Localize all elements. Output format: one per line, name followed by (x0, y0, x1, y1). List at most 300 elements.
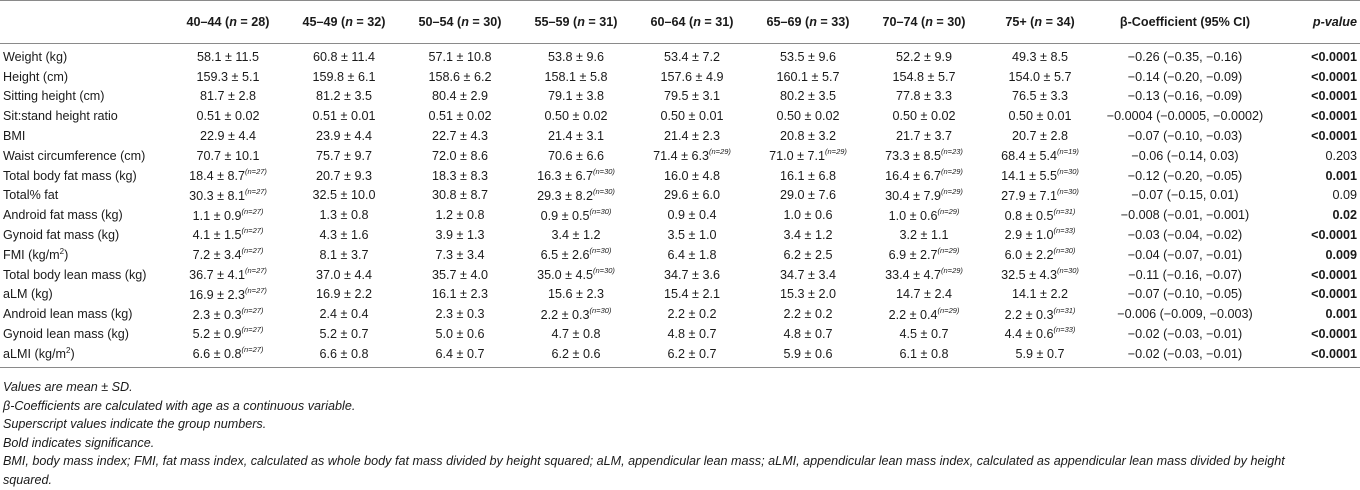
table-row (0, 87, 1360, 107)
value-cell (866, 146, 982, 166)
mean-sd: 81.2 ± 3.5 (316, 89, 372, 104)
age-range: 65–69 (766, 15, 802, 29)
mean-sd: 6.2 ± 0.7 (667, 346, 717, 361)
age-range: 40–44 (186, 15, 222, 29)
group-n-superscript: (n=29) (941, 266, 963, 276)
value-cell (634, 304, 750, 324)
mean-sd: 4.8 ± 0.7 (783, 327, 833, 342)
variable-label: Total% fat (3, 188, 59, 203)
beta-coefficient: −0.07 (−0.15, 0.01) (1131, 188, 1239, 203)
group-n-superscript: (n=30) (1057, 186, 1079, 196)
mean-sd: 21.7 ± 3.7 (896, 129, 952, 144)
value-cell (982, 44, 1098, 67)
mean-sd: 1.2 ± 0.8 (435, 208, 485, 223)
p-value: <0.0001 (1311, 267, 1357, 282)
mean-sd: 79.5 ± 3.1 (664, 89, 720, 104)
pvalue-label: p-value (1312, 15, 1357, 29)
mean-sd: 14.7 ± 2.4 (896, 287, 952, 302)
value-cell (402, 87, 518, 107)
value-cell (170, 265, 286, 285)
p-value: <0.0001 (1311, 228, 1357, 243)
value-cell (402, 126, 518, 146)
value-cell (750, 87, 866, 107)
footnote-line: Superscript values indicate the group numbers. (3, 417, 267, 432)
value-cell (866, 285, 982, 305)
mean-sd: 0.50 ± 0.01 (1008, 109, 1072, 124)
mean-sd: 70.7 ± 10.1 (196, 148, 260, 163)
mean-sd: 0.50 ± 0.02 (544, 109, 608, 124)
mean-sd: 16.9 ± 2.2 (316, 287, 372, 302)
value-cell (634, 44, 750, 67)
footnote-line: Bold indicates significance. (3, 435, 155, 450)
group-n-superscript: (n=27) (241, 226, 264, 236)
value-cell (982, 146, 1098, 166)
header-row (0, 1, 1360, 44)
value-cell (750, 245, 866, 265)
mean-sd: 57.1 ± 10.8 (428, 49, 492, 64)
table-row (0, 146, 1360, 166)
value-cell (750, 106, 866, 126)
beta-coefficient: −0.26 (−0.35, −0.16) (1127, 49, 1243, 64)
variable-label: Sitting height (cm) (3, 89, 105, 104)
value-cell (750, 44, 866, 67)
mean-sd: 2.2 ± 0.4 (888, 307, 938, 322)
group-n-superscript: (n=29) (941, 167, 963, 177)
table-footnotes (3, 378, 1353, 490)
value-cell (286, 285, 402, 305)
n-label: n (809, 15, 817, 29)
value-cell (518, 344, 634, 367)
mean-sd: 16.3 ± 6.7 (537, 169, 594, 184)
group-n-superscript: (n=27) (245, 266, 267, 276)
p-value: <0.0001 (1311, 109, 1357, 124)
mean-sd: 81.7 ± 2.8 (200, 89, 256, 104)
n-count: = 32 (352, 15, 382, 29)
mean-sd: 68.4 ± 5.4 (1001, 149, 1058, 164)
group-n-superscript: (n=27) (241, 246, 264, 256)
variable-label: aLM (kg) (3, 287, 53, 302)
mean-sd: 29.3 ± 8.2 (537, 189, 594, 204)
value-cell (170, 225, 286, 245)
table-row (0, 285, 1360, 305)
mean-sd: 80.2 ± 3.5 (780, 89, 836, 104)
n-label: n (925, 15, 933, 29)
variable-name (0, 44, 170, 67)
mean-sd: 0.50 ± 0.01 (660, 109, 724, 124)
mean-sd: 2.2 ± 0.2 (667, 307, 717, 322)
value-cell (170, 146, 286, 166)
mean-sd: 154.0 ± 5.7 (1008, 69, 1072, 84)
n-label: n (1034, 15, 1043, 29)
beta-coefficient: −0.02 (−0.03, −0.01) (1098, 344, 1272, 367)
value-cell (750, 225, 866, 245)
group-n-superscript: (n=31) (1053, 305, 1076, 315)
mean-sd: 6.2 ± 0.6 (551, 346, 601, 361)
group-n-superscript: (n=29) (825, 147, 847, 157)
p-value: <0.0001 (1311, 129, 1357, 144)
mean-sd: 71.0 ± 7.1 (769, 149, 826, 164)
n-label: n (229, 15, 237, 29)
value-cell (866, 44, 982, 67)
p-value: <0.0001 (1311, 89, 1357, 104)
value-cell (286, 126, 402, 146)
mean-sd: 29.6 ± 6.0 (664, 188, 720, 203)
footnote-line: Values are mean ± SD. (3, 380, 133, 394)
value-cell (866, 186, 982, 206)
value-cell (982, 344, 1098, 367)
value-cell (982, 285, 1098, 305)
mean-sd: 0.9 ± 0.4 (667, 208, 717, 223)
value-cell (634, 166, 750, 186)
mean-sd: 14.1 ± 2.2 (1012, 287, 1068, 302)
variable-label: Waist circumference (cm) (3, 148, 146, 163)
value-cell (286, 324, 402, 344)
mean-sd: 77.8 ± 3.3 (896, 89, 952, 104)
value-cell (634, 126, 750, 146)
variable-label: Android lean mass (kg) (3, 307, 133, 322)
variable-name (0, 344, 170, 367)
age-group-header: 60–64 (n = 31) (634, 1, 750, 44)
mean-sd: 30.4 ± 7.9 (885, 189, 942, 204)
value-cell (286, 87, 402, 107)
group-n-superscript: (n=33) (1053, 325, 1076, 335)
footnote-line: β-Coefficients are calculated with age as a continuous variable. (3, 398, 356, 413)
p-value: 0.001 (1325, 168, 1357, 183)
value-cell (286, 186, 402, 206)
mean-sd: 2.3 ± 0.3 (192, 307, 242, 322)
value-cell (170, 126, 286, 146)
p-value: <0.0001 (1311, 69, 1357, 84)
value-cell (402, 166, 518, 186)
mean-sd: 80.4 ± 2.9 (432, 89, 488, 104)
age-range: 60–64 (650, 15, 686, 29)
age-group-header: 75+ (n = 34) (982, 1, 1098, 44)
value-cell (750, 166, 866, 186)
mean-sd: 6.2 ± 2.5 (783, 247, 833, 262)
mean-sd: 34.7 ± 3.4 (780, 267, 836, 282)
value-cell (402, 186, 518, 206)
mean-sd: 3.5 ± 1.0 (667, 228, 717, 243)
mean-sd: 0.50 ± 0.02 (776, 109, 840, 124)
group-n-superscript: (n=30) (593, 266, 615, 276)
value-cell (750, 344, 866, 367)
value-cell (170, 87, 286, 107)
value-cell (634, 146, 750, 166)
variable-label: BMI (3, 129, 26, 144)
mean-sd: 15.4 ± 2.1 (664, 287, 720, 302)
value-cell (750, 285, 866, 305)
value-cell (982, 205, 1098, 225)
value-cell (518, 285, 634, 305)
p-value: 0.001 (1325, 307, 1357, 322)
mean-sd: 3.4 ± 1.2 (783, 228, 833, 243)
group-n-superscript: (n=33) (1053, 226, 1076, 236)
variable-label: Weight (kg) (3, 49, 68, 64)
mean-sd: 20.7 ± 2.8 (1012, 129, 1068, 144)
mean-sd: 3.9 ± 1.3 (435, 228, 485, 243)
value-cell (634, 245, 750, 265)
variable-name (0, 126, 170, 146)
age-group-header: 55–59 (n = 31) (518, 1, 634, 44)
beta-coefficient: −0.11 (−0.16, −0.07) (1128, 267, 1242, 282)
beta-coefficient: −0.03 (−0.04, −0.02) (1127, 228, 1243, 243)
mean-sd: 22.7 ± 4.3 (432, 129, 488, 144)
value-cell (402, 285, 518, 305)
age-group-header: 40–44 (n = 28) (170, 1, 286, 44)
value-cell (982, 324, 1098, 344)
variable-name (0, 285, 170, 305)
variable-label: Android fat mass (kg) (3, 208, 123, 223)
mean-sd: 73.3 ± 8.5 (885, 149, 942, 164)
mean-sd: 2.2 ± 0.2 (783, 307, 833, 322)
mean-sd: 29.0 ± 7.6 (780, 188, 836, 203)
variable-name (0, 324, 170, 344)
mean-sd: 20.7 ± 9.3 (316, 168, 372, 183)
variable-name (0, 205, 170, 225)
unit-superscript: 2 (59, 247, 65, 257)
group-n-superscript: (n=27) (245, 167, 267, 177)
value-cell (866, 205, 982, 225)
unit-superscript: 2 (65, 346, 71, 356)
group-n-superscript: (n=29) (709, 147, 731, 157)
group-n-superscript: (n=27) (245, 285, 267, 295)
mean-sd: 35.7 ± 4.0 (432, 267, 488, 282)
mean-sd: 6.0 ± 2.2 (1004, 248, 1054, 263)
value-cell (866, 106, 982, 126)
p-value: <0.0001 (1272, 344, 1360, 367)
value-cell (518, 245, 634, 265)
mean-sd: 5.9 ± 0.7 (1015, 346, 1065, 361)
table-row (0, 304, 1360, 324)
mean-sd: 36.7 ± 4.1 (189, 268, 246, 283)
group-n-superscript: (n=30) (1053, 246, 1076, 256)
group-n-superscript: (n=29) (937, 246, 960, 256)
mean-sd: 160.1 ± 5.7 (776, 69, 840, 84)
table-row (0, 205, 1360, 225)
table-row (0, 166, 1360, 186)
variable-label: Gynoid fat mass (kg) (3, 228, 120, 243)
mean-sd: 157.6 ± 4.9 (660, 69, 724, 84)
beta-coefficient: −0.0004 (−0.0005, −0.0002) (1106, 109, 1264, 124)
mean-sd: 16.9 ± 2.3 (189, 288, 246, 303)
mean-sd: 60.8 ± 11.4 (313, 49, 375, 64)
value-cell (518, 225, 634, 245)
mean-sd: 18.3 ± 8.3 (432, 168, 488, 183)
value-cell (518, 205, 634, 225)
mean-sd: 14.1 ± 5.5 (1001, 169, 1058, 184)
n-count: = 30 (468, 15, 498, 29)
mean-sd: 4.8 ± 0.7 (667, 327, 717, 342)
mean-sd: 0.51 ± 0.01 (312, 109, 376, 124)
group-n-superscript: (n=29) (941, 186, 963, 196)
mean-sd: 21.4 ± 2.3 (664, 129, 720, 144)
mean-sd: 5.0 ± 0.6 (435, 327, 485, 342)
value-cell (170, 205, 286, 225)
variable-name (0, 245, 170, 265)
value-cell (982, 67, 1098, 87)
mean-sd: 6.6 ± 0.8 (192, 347, 242, 362)
value-cell (518, 87, 634, 107)
value-cell (982, 186, 1098, 206)
mean-sd: 32.5 ± 10.0 (312, 188, 376, 203)
group-n-superscript: (n=27) (245, 186, 267, 196)
mean-sd: 16.0 ± 4.8 (664, 168, 720, 183)
mean-sd: 4.5 ± 0.7 (899, 327, 949, 342)
mean-sd: 0.51 ± 0.02 (196, 109, 260, 124)
value-cell (866, 126, 982, 146)
value-cell (634, 186, 750, 206)
value-cell (170, 106, 286, 126)
beta-coefficient: −0.12 (−0.20, −0.05) (1127, 168, 1243, 183)
p-value: <0.0001 (1311, 327, 1357, 342)
mean-sd: 6.4 ± 1.8 (667, 247, 717, 262)
age-range: 70–74 (882, 15, 918, 29)
value-cell (402, 106, 518, 126)
value-cell (866, 87, 982, 107)
age-group-header: 65–69 (n = 33) (750, 1, 866, 44)
value-cell (402, 324, 518, 344)
mean-sd: 4.7 ± 0.8 (551, 327, 601, 342)
variable-label: aLMI (kg/m (3, 347, 66, 362)
value-cell (518, 265, 634, 285)
mean-sd: 0.8 ± 0.5 (1004, 208, 1054, 223)
mean-sd: 1.0 ± 0.6 (783, 208, 833, 223)
value-cell (170, 245, 286, 265)
mean-sd: 49.3 ± 8.5 (1012, 49, 1068, 64)
table-body (0, 44, 1360, 368)
value-cell (170, 344, 286, 367)
mean-sd: 159.3 ± 5.1 (196, 69, 260, 84)
value-cell (286, 225, 402, 245)
value-cell (402, 44, 518, 67)
value-cell (634, 205, 750, 225)
mean-sd: 37.0 ± 4.4 (316, 267, 372, 282)
mean-sd: 30.3 ± 8.1 (189, 189, 246, 204)
value-cell (402, 146, 518, 166)
mean-sd: 0.50 ± 0.02 (892, 109, 956, 124)
mean-sd: 53.4 ± 7.2 (664, 49, 720, 64)
value-cell (170, 304, 286, 324)
mean-sd: 2.4 ± 0.4 (319, 307, 369, 322)
mean-sd: 2.2 ± 0.3 (1004, 307, 1054, 322)
age-range: 50–54 (418, 15, 454, 29)
value-cell (170, 67, 286, 87)
mean-sd: 3.2 ± 1.1 (899, 228, 949, 243)
value-cell (518, 106, 634, 126)
variable-name (0, 166, 170, 186)
group-n-superscript: (n=30) (1057, 167, 1079, 177)
table-row (0, 324, 1360, 344)
value-cell (866, 225, 982, 245)
value-cell (518, 146, 634, 166)
p-value: 0.09 (1332, 188, 1357, 203)
value-cell (286, 344, 402, 367)
group-n-superscript: (n=29) (937, 206, 960, 216)
table-row (0, 245, 1360, 265)
mean-sd: 18.4 ± 8.7 (189, 169, 246, 184)
value-cell (402, 265, 518, 285)
mean-sd: 6.4 ± 0.7 (435, 346, 485, 361)
mean-sd: 7.2 ± 3.4 (192, 248, 242, 263)
value-cell (634, 67, 750, 87)
table-row (0, 186, 1360, 206)
table-row (0, 126, 1360, 146)
n-count: = 33 (816, 15, 846, 29)
value-cell (402, 245, 518, 265)
value-cell (518, 44, 634, 67)
p-value: 0.02 (1332, 208, 1357, 223)
variable-name (0, 106, 170, 126)
mean-sd: 53.5 ± 9.6 (780, 49, 836, 64)
value-cell (866, 344, 982, 367)
value-cell (866, 324, 982, 344)
mean-sd: 1.1 ± 0.9 (192, 208, 242, 223)
group-n-superscript: (n=27) (241, 206, 264, 216)
table-row (0, 344, 1360, 367)
value-cell (750, 265, 866, 285)
n-label: n (345, 15, 353, 29)
group-n-superscript: (n=30) (589, 206, 612, 216)
beta-coefficient: −0.006 (−0.009, −0.003) (1117, 307, 1253, 322)
value-cell (750, 324, 866, 344)
variable-name (0, 67, 170, 87)
mean-sd: 154.8 ± 5.7 (892, 69, 956, 84)
value-cell (402, 304, 518, 324)
mean-sd: 6.5 ± 2.6 (540, 248, 590, 263)
mean-sd: 2.9 ± 1.0 (1004, 228, 1054, 243)
value-cell (634, 225, 750, 245)
mean-sd: 75.7 ± 9.7 (316, 148, 372, 163)
value-cell (286, 265, 402, 285)
mean-sd: 22.9 ± 4.4 (200, 129, 256, 144)
footnote-line: squared. (3, 472, 53, 487)
value-cell (170, 324, 286, 344)
value-cell (518, 186, 634, 206)
mean-sd: 4.3 ± 1.6 (319, 228, 369, 243)
beta-coefficient: −0.02 (−0.03, −0.01) (1127, 327, 1243, 342)
pvalue-header (1272, 1, 1360, 44)
beta-coefficient: −0.14 (−0.20, −0.09) (1127, 69, 1243, 84)
value-cell (402, 205, 518, 225)
mean-sd: 5.2 ± 0.7 (319, 327, 369, 342)
n-count: = 34 (1042, 15, 1071, 29)
value-cell (634, 265, 750, 285)
group-n-superscript: (n=30) (593, 167, 615, 177)
mean-sd: 33.4 ± 4.7 (885, 268, 942, 283)
value-cell (402, 225, 518, 245)
table-row (0, 67, 1360, 87)
mean-sd: 5.2 ± 0.9 (192, 327, 242, 342)
value-cell (750, 205, 866, 225)
value-cell (634, 344, 750, 367)
group-n-superscript: (n=29) (937, 305, 960, 315)
unit-tail: ) (64, 248, 69, 263)
group-n-superscript: (n=23) (941, 147, 963, 157)
age-range: 45–49 (302, 15, 338, 29)
mean-sd: 4.4 ± 0.6 (1004, 327, 1054, 342)
table-row (0, 106, 1360, 126)
value-cell (750, 186, 866, 206)
value-cell (750, 146, 866, 166)
value-cell (518, 324, 634, 344)
value-cell (286, 106, 402, 126)
variable-label: Gynoid lean mass (kg) (3, 327, 129, 342)
mean-sd: 15.3 ± 2.0 (780, 287, 836, 302)
mean-sd: 20.8 ± 3.2 (780, 129, 836, 144)
value-cell (170, 44, 286, 67)
mean-sd: 30.8 ± 8.7 (432, 188, 488, 203)
mean-sd: 35.0 ± 4.5 (537, 268, 594, 283)
